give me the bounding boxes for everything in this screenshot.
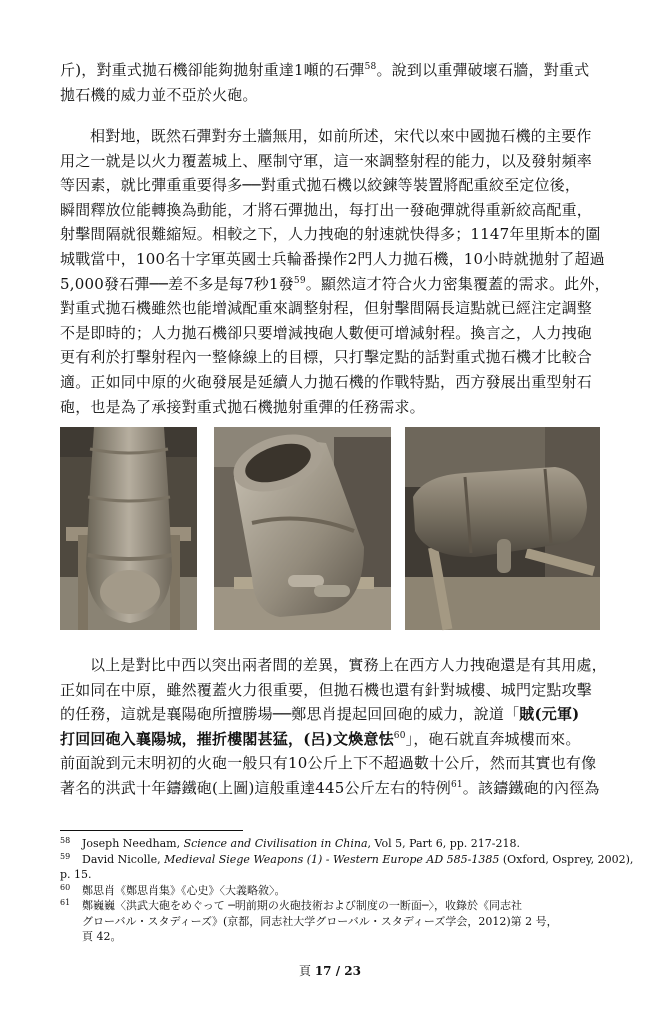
p2-line-7: 5,000發石彈──差不多是每7秒1發	[60, 274, 294, 293]
p3-line-4-quote: 打回回砲入襄陽城，摧折樓閣甚猛，(呂)文煥意怯	[60, 729, 394, 748]
page-number-total: 23	[344, 964, 361, 978]
p2-line-2: 用之一就是以火力覆蓋城上、壓制守軍，這一來調整射程的能力，以及發射頻率	[60, 151, 593, 170]
p2-line-12: 砲，也是為了承接對重式拋石機拋射重彈的任務需求。	[60, 397, 425, 416]
cannon-photo-front-icon	[60, 427, 197, 630]
paragraph-3	[60, 653, 607, 801]
p2-line-9: 不是即時的；人力拋石機卻只要增減拽砲人數便可增減射程。換言之，人力拽砲	[60, 323, 593, 342]
p3-line-4-tail: 」，砲石就直奔城樓而來。	[405, 729, 581, 748]
footnote-text: Joseph Needham,	[82, 837, 184, 850]
footnote-text: 鄭思肖《鄭思肖集》《心史》〈大義略敘〉。	[82, 883, 286, 897]
p1-line-1: 斤)，對重式拋石機卻能夠拋射重達1噸的石彈	[60, 61, 365, 79]
p3-line-3-quote: 賊(元軍)	[519, 705, 580, 724]
paragraph-2	[60, 124, 610, 419]
p3-line-3: 的任務，這就是襄陽砲所擅勝場──鄭思肖提起回回砲的威力，說道「	[60, 705, 520, 724]
p2-line-10: 更有利於打擊射程內一整條線上的目標，只打擊定點的話對重式拋石機才比較合	[60, 348, 593, 367]
footnote-59-cont	[60, 867, 605, 883]
footnote-text: グローバル・スタディーズ》(京都，同志社大学グローバル・スタディーズ学会，2012)第 2 号，	[82, 914, 558, 928]
p3-line-2: 正如同在中原，雖然覆蓋火力很重要，但拋石機也還有針對城樓、城門定點攻擊	[60, 680, 593, 699]
p3-line-5: 前面說到元末明初的火砲一般只有10公斤上下不超過數十公斤，然而其實也有像	[60, 754, 597, 773]
footnote-ref-61[interactable]: 61	[450, 779, 463, 790]
p2-line-1: 相對地，既然石彈對夯土牆無用，如前所述，宋代以來中國拋石機的主要作	[90, 127, 592, 145]
footnote-ref-59[interactable]: 59	[293, 275, 306, 286]
footnote-number: 58	[60, 836, 71, 845]
page-number-separator: /	[331, 964, 345, 978]
footnote-60	[60, 883, 605, 899]
footnote-number: 60	[60, 882, 71, 892]
footnote-61-cont	[60, 914, 605, 930]
p1-line-1-tail: 。說到以重彈破壞石牆，對重式	[376, 61, 590, 79]
page-number	[0, 962, 660, 979]
footnote-58	[60, 836, 605, 852]
footnote-text-tail: , Vol 5, Part 6, pp. 217-218.	[367, 837, 521, 850]
footnote-number: 61	[60, 898, 71, 907]
cannon-photo-side-icon	[214, 427, 391, 630]
footnote-title: Medieval Siege Weapons (1) - Western Europe AD 585-1385	[164, 852, 500, 866]
page-number-prefix: 頁	[299, 964, 315, 978]
footnote-text: David Nicolle,	[82, 852, 165, 866]
p3-line-6: 著名的洪武十年鑄鐵砲(上圖)這般重達445公斤左右的特例	[60, 778, 451, 797]
footnote-61	[60, 898, 605, 914]
p2-line-3: 等因素，就比彈重重要得多──對重式拋石機以絞鍊等裝置將配重絞至定位後，	[60, 176, 581, 195]
footnote-text: p. 15.	[60, 868, 92, 881]
p3-line-1: 以上是對比中西以突出兩者間的差異，實務上在西方人力拽砲還是有其用處，	[90, 656, 607, 674]
footnote-divider	[60, 830, 243, 831]
cannon-photo-angled-icon	[405, 427, 600, 630]
p1-line-2: 拋石機的威力並不亞於火砲。	[60, 85, 258, 104]
footnote-ref-58[interactable]: 58	[364, 62, 377, 72]
paragraph-1	[60, 58, 600, 107]
footnote-ref-60[interactable]: 60	[393, 730, 406, 741]
footnote-text: 鄭巍巍〈洪武大砲をめぐって ─明前期の火砲技術および制度の一断面─〉，收錄於《同志社	[82, 899, 523, 912]
footnote-text-tail: (Oxford, Osprey, 2002),	[499, 852, 634, 866]
p3-line-6-tail: 。該鑄鐵砲的內徑為	[462, 778, 600, 797]
page-number-current: 17	[314, 964, 332, 978]
p2-line-8: 對重式拋石機雖然也能增減配重來調整射程，但射擊間隔長這點就已經注定調整	[60, 299, 593, 318]
p2-line-7-tail: 。顯然這才符合火力密集覆蓋的需求。此外，	[305, 274, 610, 293]
p2-line-5: 射擊間隔就很難縮短。相較之下，人力拽砲的射速就快得多；1147年里斯本的圍	[60, 225, 601, 244]
p2-line-11: 適。正如同中原的火砲發展是延續人力拋石機的作戰特點，西方發展出重型射石	[60, 372, 593, 391]
p2-line-4: 瞬間釋放位能轉換為動能，才將石彈拋出，每打出一發砲彈就得重新絞高配重，	[60, 200, 593, 219]
footnote-61-cont-2	[60, 929, 605, 945]
footnote-text: 頁 42。	[82, 930, 122, 943]
p2-line-6: 城戰當中，100名十字軍英國士兵輪番操作2門人力拋石機，10小時就拋射了超過	[60, 249, 605, 268]
footnote-59	[60, 851, 634, 868]
footnote-number: 59	[60, 851, 71, 861]
footnotes	[60, 836, 634, 945]
footnote-title: Science and Civilisation in China	[183, 837, 368, 850]
